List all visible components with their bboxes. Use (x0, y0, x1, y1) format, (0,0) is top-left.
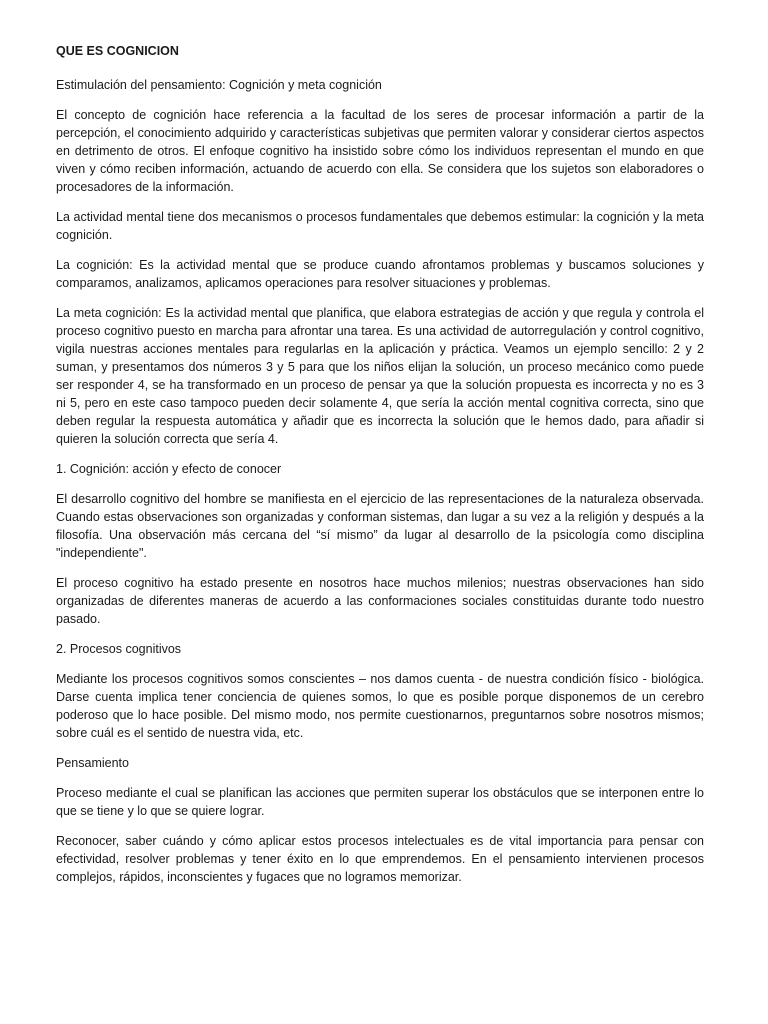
document-page (56, 42, 704, 898)
section-heading-procesos: 2. Procesos cognitivos (56, 642, 182, 656)
paragraph-meta-cognicion: La meta cognición: Es la actividad mental que planifica, que elabora estrategias de acción y que regula y controla el proceso cognitivo puesto en marcha para afrontar una tarea. Es una actividad de autorregulación y control cognitivo, vigila nuestras acciones mentales para regularlas en la aplicación y práctica. Veamos un ejemplo sencillo: 2 y 2 suman, y presentamos dos números 3 y 5 para que los niños elijan la solución, un proceso mecánico como puede ser responder 4, se ha transformado en un proceso de pensar ya que la solución propuesta es incorrecta y no es 3 ni 5, pero en este caso tampoco pueden decir solamente 4, que sería la acción mental cognitiva correcta, sino que deben regular la respuesta automática y añadir que es incorrecta la solución que le hemos dado, para añadir si quieren la solución correcta que sería 4. (56, 306, 704, 446)
paragraph-pensamiento-definicion: Proceso mediante el cual se planifican las acciones que permiten superar los obstáculos que se interponen entre lo que se tiene y lo que se quiere lograr. (56, 786, 704, 818)
paragraph-actividad-mental: La actividad mental tiene dos mecanismos o procesos fundamentales que debemos estimular: la cognición y la meta cognición. (56, 210, 704, 242)
paragraph-cognicion-definicion: La cognición: Es la actividad mental que se produce cuando afrontamos problemas y buscamos soluciones y comparamos, analizamos, aplicamos operaciones para resolver situaciones y problemas. (56, 258, 704, 290)
section-heading-cognicion: 1. Cognición: acción y efecto de conocer (56, 462, 282, 476)
section-heading-pensamiento: Pensamiento (56, 756, 129, 770)
paragraph-cognicion-concepto: El concepto de cognición hace referencia a la facultad de los seres de procesar información a partir de la percepción, el conocimiento adquirido y características subjetivas que permiten valorar y considerar ciertos aspectos en detrimento de otros. El enfoque cognitivo ha insistido sobre cómo los individuos representan el mundo en que viven y cómo reciben información, actuando de acuerdo con ella. Se considera que los sujetos son elaboradores o procesadores de la información. (56, 108, 704, 194)
paragraph-procesos-cognitivos: Mediante los procesos cognitivos somos conscientes – nos damos cuenta - de nuestra condición físico - biológica. Darse cuenta implica tener conciencia de quienes somos, lo que es posible porque disponemos de un cerebro poderoso que lo hace posible. Del mismo modo, nos permite cuestionarnos, preguntarnos sobre nosotros mismos; sobre cuál es el sentido de nuestra vida, etc. (56, 672, 704, 740)
document-subtitle: Estimulación del pensamiento: Cognición y meta cognición (56, 78, 382, 92)
paragraph-desarrollo-cognitivo: El desarrollo cognitivo del hombre se manifiesta en el ejercicio de las representaciones de la naturaleza observada. Cuando estas observaciones son organizadas y conforman sistemas, dan lugar a su vez a la religión y después a la filosofía. Una observación más cercana del “sí mismo” da lugar al desarrollo de la psicología como disciplina "independiente". (56, 492, 704, 560)
paragraph-proceso-cognitivo: El proceso cognitivo ha estado presente en nosotros hace muchos milenios; nuestras observaciones han sido organizadas de diferentes maneras de acuerdo a las conformaciones sociales constituidas durante todo nuestro pasado. (56, 576, 704, 626)
paragraph-reconocer: Reconocer, saber cuándo y cómo aplicar estos procesos intelectuales es de vital importancia para pensar con efectividad, resolver problemas y tener éxito en lo que emprendemos. En el pensamiento intervienen procesos complejos, rápidos, inconscientes y fugaces que no logramos memorizar. (56, 834, 704, 884)
document-title: QUE ES COGNICION (56, 44, 179, 58)
